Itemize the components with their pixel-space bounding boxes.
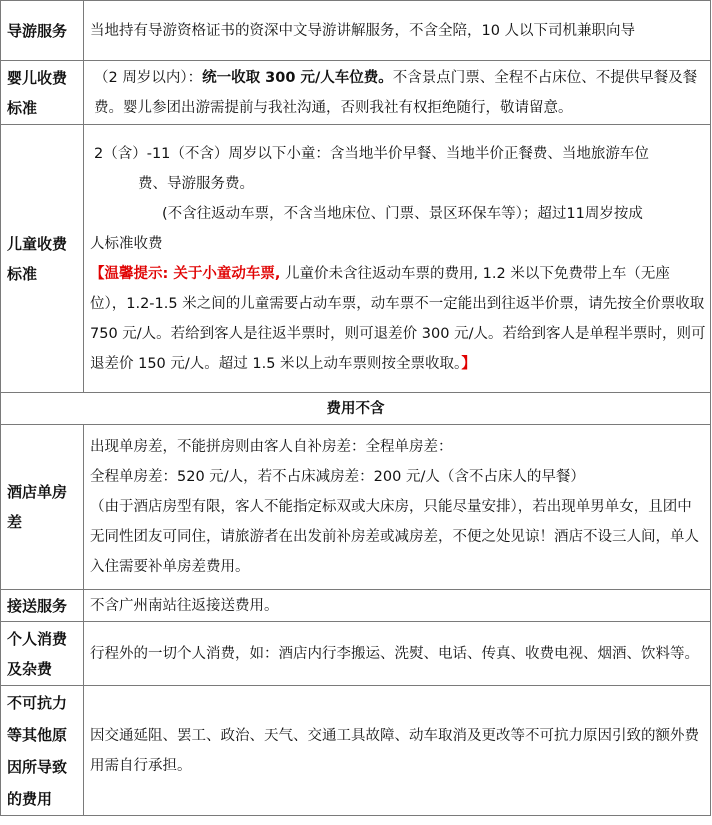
content-infant-fee [84,61,711,125]
label-infant-fee [1,61,84,125]
content-hotel-single [84,425,711,590]
row-infant-fee [1,61,711,125]
label-child-fee [1,125,84,393]
label-line: 个人消费 [7,629,68,648]
child-line3: (不含往返动车票，不含当地床位、门票、景区环保车等）；超过11周岁按成 [162,205,643,222]
label-line: 不可抗力 [7,693,68,712]
label-transfer: 接送服务 [1,590,84,622]
row-personal [1,622,711,686]
content-guide-service [84,1,711,61]
content-force-majeure: 因交通延阻、罢工、政治、天气、交通工具故障、动车取消及更改等不可抗力原因引致的额外费用需自行承担。 [84,686,711,816]
label-line: 标准 [7,264,38,283]
label-text: 导游服务 [7,21,68,40]
label-line: 的费用 [7,789,53,808]
infant-rest-text: 不含景点门票、全程不占床位、不提供早餐及餐费。婴儿参团出游需提前与我社沟通，否则我社有权拒绝随行，敬请留意。 [94,69,698,116]
row-transfer [1,590,711,622]
label-force-majeure [1,686,84,816]
label-guide-service [1,1,84,61]
label-line: 因所导致 [7,757,68,776]
infant-bold-text: 统一收取 300 元/人车位费。 [202,69,393,86]
label-line: 儿童收费 [7,234,68,253]
hotel-line3: （由于酒店房型有限，客人不能指定标双或大床房，只能尽量安排），若出现单男单女，且团中无同性团友可同住，请旅游者在出发前补房差或减房差，不便之处见谅！酒店不设三人间，单人入住需要补单房差费用。 [90,499,699,575]
child-line2: 费、导游服务费。 [138,175,254,192]
label-personal [1,622,84,686]
row-section-excluded [1,393,711,425]
label-line: 标准 [7,98,38,117]
child-line4: 人标准收费 [90,235,163,252]
section-title-excluded: 费用不含 [1,393,711,425]
hotel-line2: 全程单房差：520 元/人，若不占床减房差：200 元/人（含不占床人的早餐） [90,469,585,485]
row-guide-service [1,1,711,61]
content-personal: 行程外的一切个人消费，如：酒店内行李搬运、洗熨、电话、传真、收费电视、烟酒、饮料等。 [84,622,711,686]
child-tip [90,259,706,379]
label-line: 及杂费 [7,659,53,678]
infant-prefix: （2 周岁以内）： [94,69,203,86]
content-transfer: 不含广州南站往返接送费用。 [84,590,711,622]
label-line: 等其他原 [7,725,68,744]
row-child-fee [1,125,711,393]
label-line: 婴儿收费 [7,68,68,87]
child-tip-title: 【温馨提示: 关于小童动车票, [90,265,281,282]
label-hotel-single [1,425,84,590]
child-line1: 2（含）-11（不含）周岁以下小童：含当地半价早餐、当地半价正餐费、当地旅游车位 [94,145,649,162]
hotel-line1: 出现单房差，不能拼房则由客人自补房差：全程单房差： [90,439,453,455]
guide-text: 当地持有导游资格证书的资深中文导游讲解服务，不含全陪，10 人以下司机兼职向导 [90,22,636,39]
child-tip-end: 】 [461,355,476,372]
label-line: 差 [7,513,23,531]
row-hotel-single [1,425,711,590]
label-line: 酒店单房 [7,483,68,501]
content-child-fee [84,125,711,393]
child-tip-text: 儿童价未含往返动车票的费用, 1.2 米以下免费带上车（无座位），1.2-1.5 米之间的儿童需要占动车票，动车票不一定能出到往返半价票，请先按全价票收取 750 元/人。若给到客人是往返半票时，则可退差价 300 元/人。若给到客人是单程半票时，则可退差价 150 元/人。超过 1.5 米以上动车票则按全票收取。 [90,265,706,372]
row-force-majeure [1,686,711,816]
